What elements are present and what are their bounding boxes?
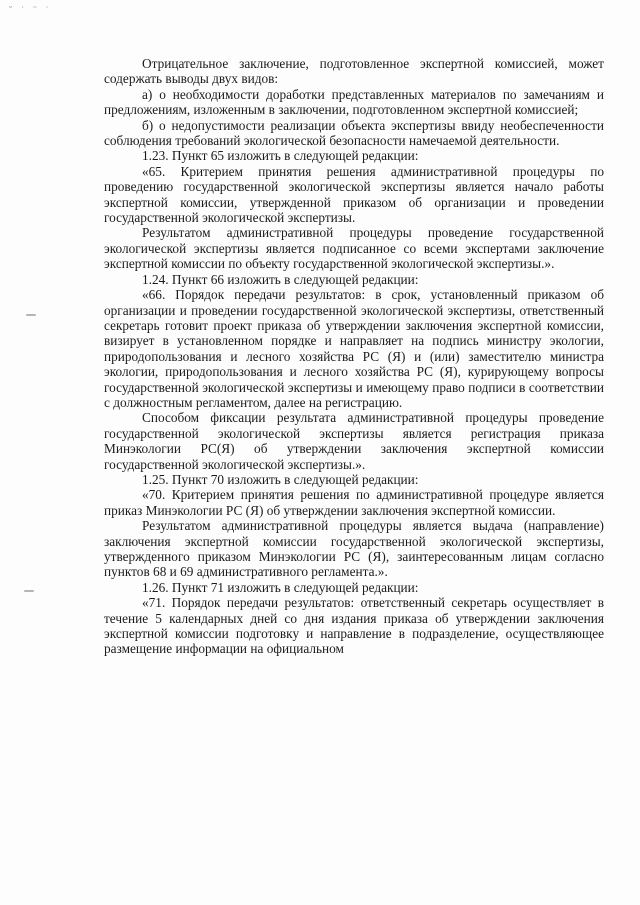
paragraph: а) о необходимости доработки представленных материалов по замечаниям и предложениям, изложенным в заключении, подготовленном экспертной комиссией; (104, 86, 604, 118)
paragraph: «71. Порядок передачи результатов: ответственный секретарь осуществляет в течение 5 календарных дней со дня издания приказа об утверждении заключения экспертной комиссии подготовку и направление в подразделение, осуществляющее размещение информации на официальном (104, 595, 604, 657)
paragraph: «66. Порядок передачи результатов: в срок, установленный приказом об организации и проведении государственной экологической экспертизы, ответственный секретарь готовит проект приказа об утверждении заключения экспертной комиссии, визирует в установленном порядке и направляет на подпись министру экологии, природопользования и лесного хозяйства РС (Я) и (или) заместителю министра экологии, природопользования и лесного хозяйства РС (Я), курирующему вопросы государственной экологической экспертизы и имеющему право подписи в соответствии с должностным регламентом, далее на регистрацию. (104, 287, 604, 410)
document-text (104, 56, 604, 657)
paragraph: Результатом административной процедуры проведение государственной экологической экспертизы является подписанное со всеми экспертами заключение экспертной комиссии по объекту государственной экологической экспертизы.». (104, 225, 604, 272)
scan-artifact: ˘ ˙ ¨ ˙ (8, 6, 52, 17)
amendment-heading: 1.26. Пункт 71 изложить в следующей редакции: (142, 579, 419, 595)
binding-mark (24, 590, 34, 592)
paragraph: «70. Критерием принятия решения по административной процедуре является приказ Минэкологии РС (Я) об утверждении заключения экспертной комиссии. (104, 487, 604, 518)
paragraph: б) о недопустимости реализации объекта экспертизы ввиду необеспеченности соблюдения требований экологической безопасности намечаемой деятельности. (104, 117, 604, 149)
paragraph: Результатом административной процедуры является выдача (направление) заключения экспертной комиссии государственной экологической экспертизы, утвержденного приказом Минэкологии РС (Я), заинтересованным лицам согласно пунктов 68 и 69 административного регламента.». (104, 518, 604, 580)
amendment-heading: 1.23. Пункт 65 изложить в следующей редакции: (142, 148, 419, 164)
paragraph: «65. Критерием принятия решения административной процедуры по проведению государственной экологической экспертизы является начало работы экспертной комиссии, утвержденной приказом об организации и проведении государственной экологической экспертизы. (104, 163, 604, 226)
amendment-heading: 1.25. Пункт 70 изложить в следующей редакции: (142, 471, 419, 487)
binding-mark (26, 314, 36, 316)
amendment-heading: 1.24. Пункт 66 изложить в следующей редакции: (142, 271, 419, 287)
paragraph: Отрицательное заключение, подготовленное экспертной комиссией, может содержать выводы двух видов: (104, 56, 604, 87)
paragraph: Способом фиксации результата административной процедуры проведение государственной экологической экспертизы является регистрация приказа Минэкологии РС(Я) об утверждении заключения экспертной комиссии государственной экологической экспертизы.». (104, 410, 604, 472)
